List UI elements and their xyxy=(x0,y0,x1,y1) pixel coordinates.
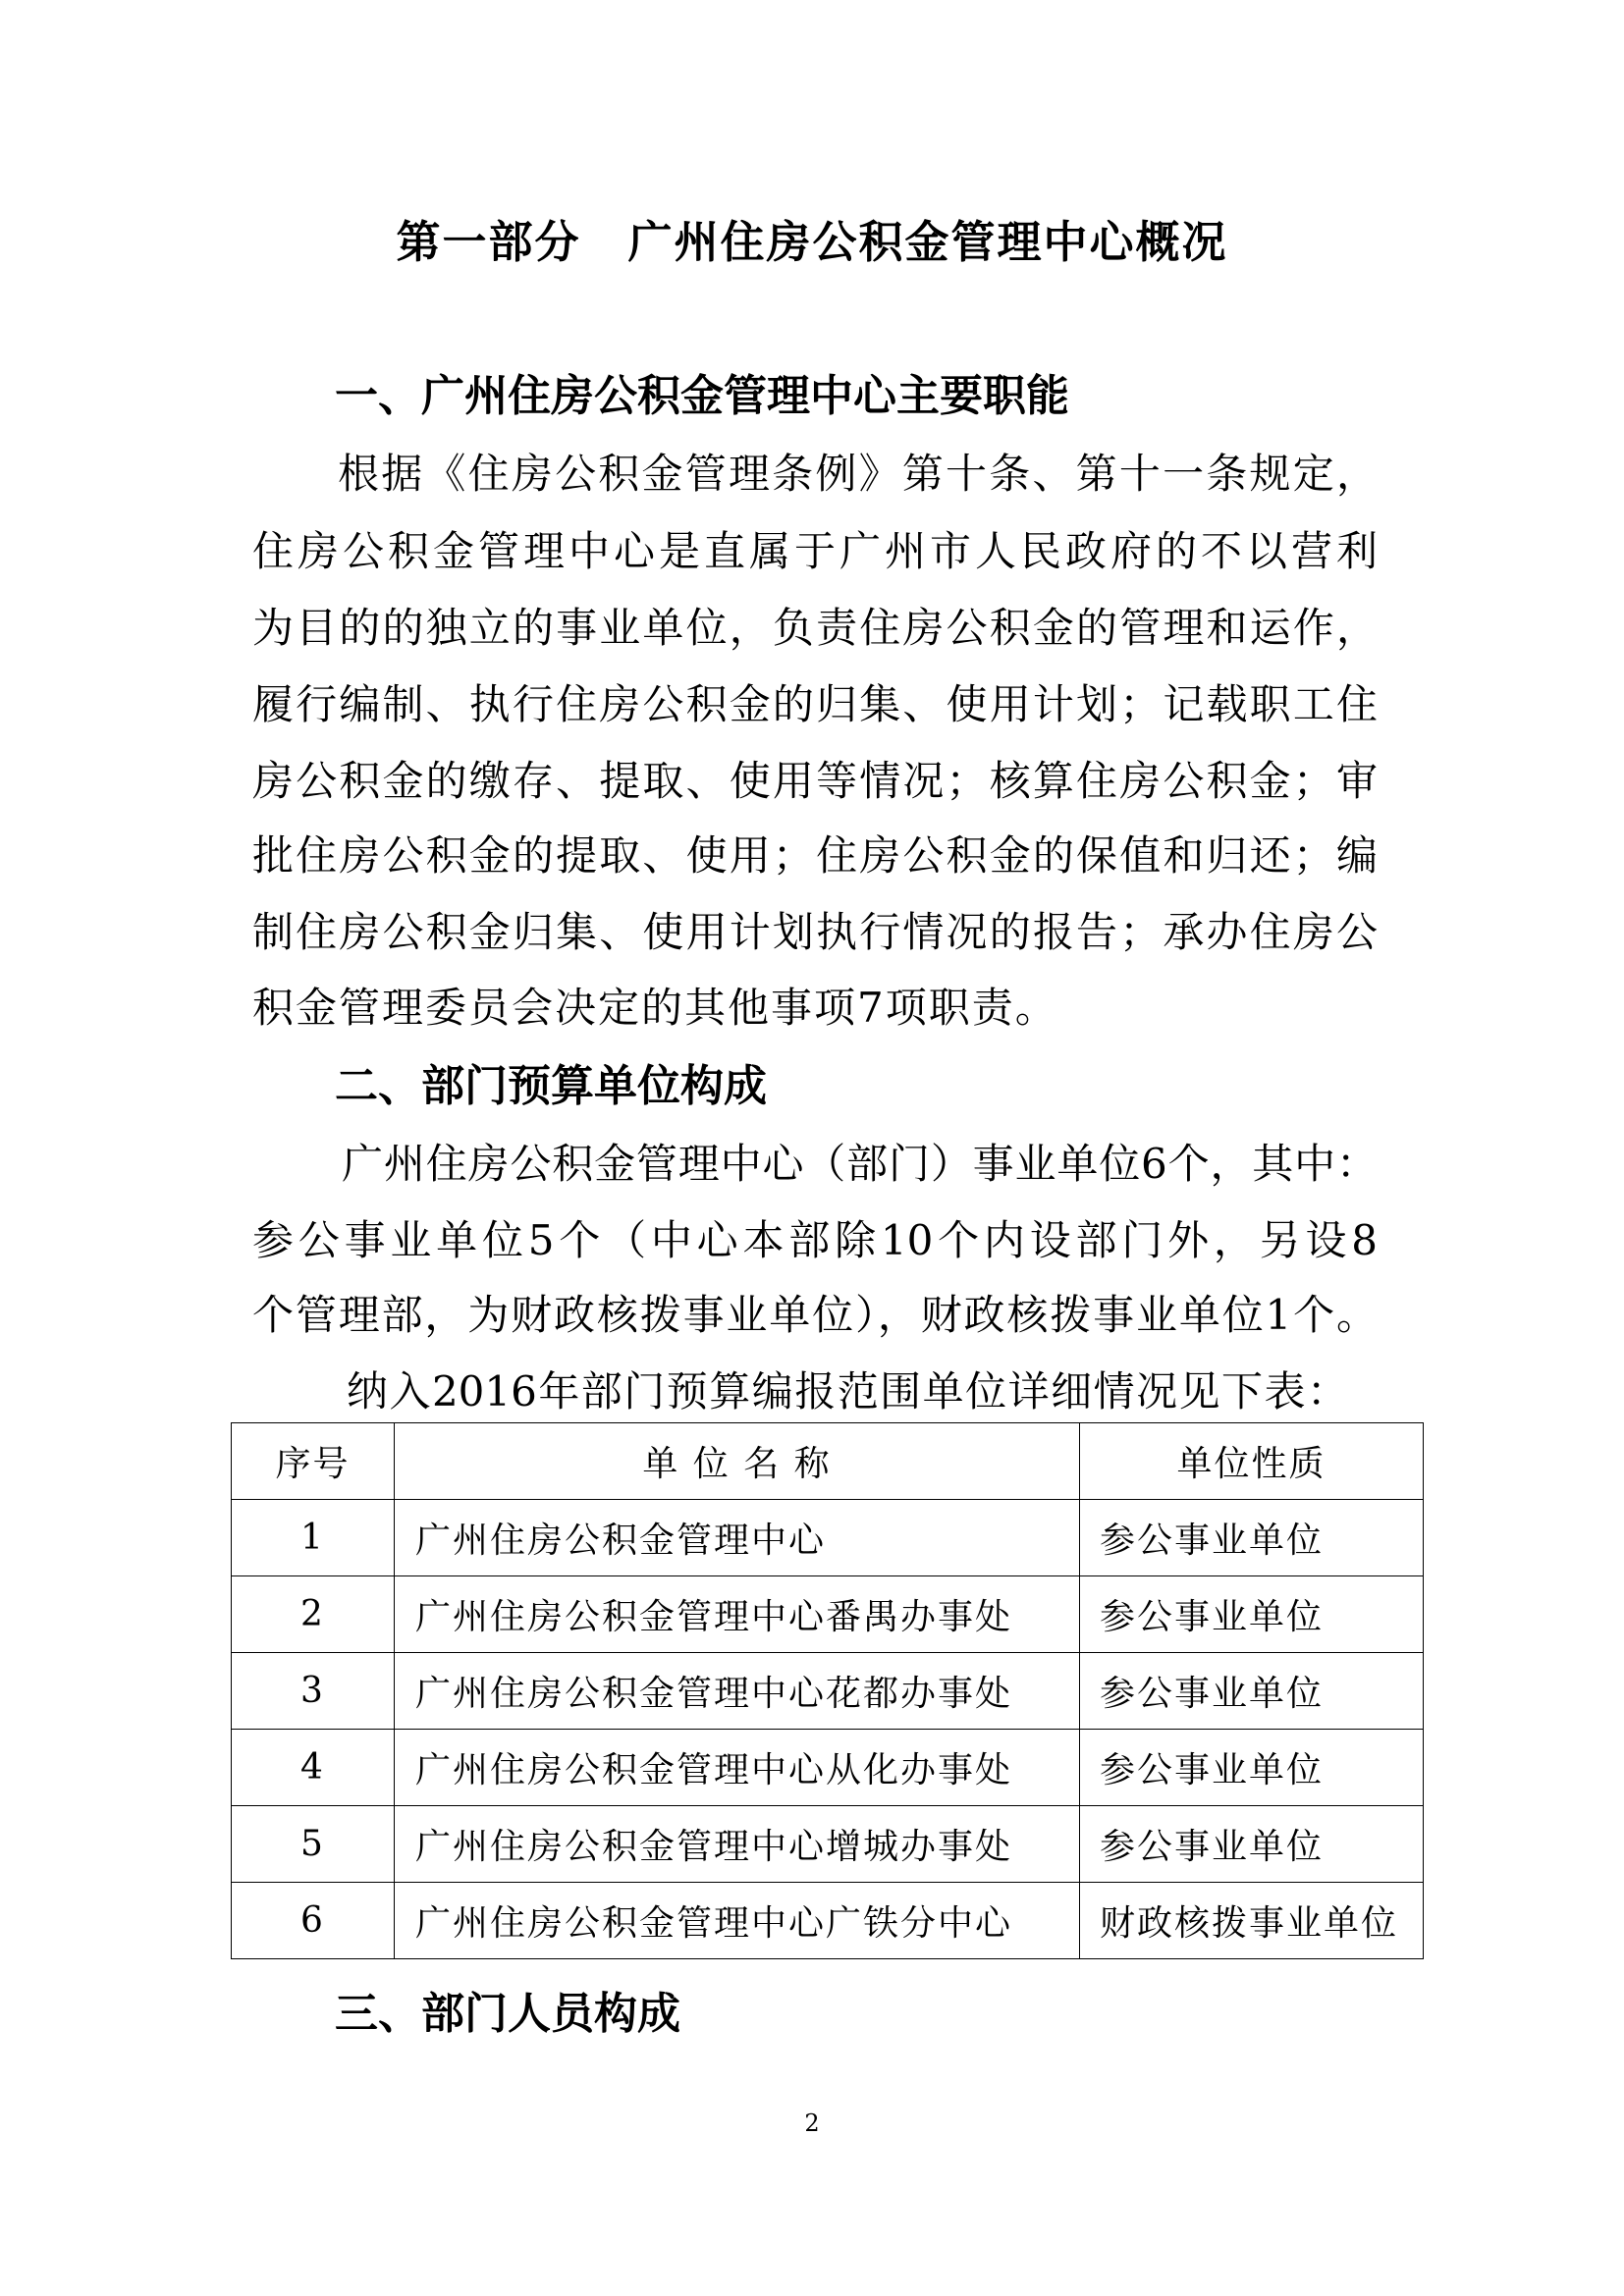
table-cell-unit-type: 参公事业单位 xyxy=(1080,1653,1424,1730)
paragraph-line: 广州住房公积金管理中心（部门）事业单位6个，其中： xyxy=(342,1140,1378,1188)
table-cell-index: 6 xyxy=(232,1883,395,1959)
table-row xyxy=(232,1576,1424,1653)
section-heading: 二、部门预算单位构成 xyxy=(335,1061,767,1111)
table-cell-unit-name: 广州住房公积金管理中心花都办事处 xyxy=(395,1653,1080,1730)
table-header-row xyxy=(232,1423,1424,1500)
paragraph-line: 积金管理委员会决定的其他事项7项职责。 xyxy=(252,984,1058,1032)
table-cell-unit-name: 广州住房公积金管理中心增城办事处 xyxy=(395,1806,1080,1883)
table-cell-unit-type: 参公事业单位 xyxy=(1080,1806,1424,1883)
table-cell-unit-type: 财政核拨事业单位 xyxy=(1080,1883,1424,1959)
table-row xyxy=(232,1653,1424,1730)
table-row xyxy=(232,1806,1424,1883)
table-cell-unit-name: 广州住房公积金管理中心番禺办事处 xyxy=(395,1576,1080,1653)
table-row xyxy=(232,1883,1424,1959)
table-intro: 纳入2016年部门预算编报范围单位详细情况见下表： xyxy=(347,1367,1348,1415)
table-cell-unit-name: 广州住房公积金管理中心 xyxy=(395,1500,1080,1576)
table-cell-index: 5 xyxy=(232,1806,395,1883)
table-row xyxy=(232,1500,1424,1576)
paragraph-line: 住房公积金管理中心是直属于广州市人民政府的不以营利 xyxy=(252,527,1378,575)
page-number: 2 xyxy=(804,2109,820,2137)
table-cell-unit-type: 参公事业单位 xyxy=(1080,1576,1424,1653)
paragraph-line: 为目的的独立的事业单位，负责住房公积金的管理和运作， xyxy=(252,604,1378,652)
table-header-type: 单位性质 xyxy=(1080,1423,1424,1500)
title-text: 广州住房公积金管理中心概况 xyxy=(627,216,1228,268)
table-cell-unit-type: 参公事业单位 xyxy=(1080,1500,1424,1576)
section-heading: 三、部门人员构成 xyxy=(335,1989,680,2039)
part-label: 第一部分 xyxy=(396,216,581,268)
table-header-name: 单 位 名 称 xyxy=(395,1423,1080,1500)
paragraph-line: 房公积金的缴存、提取、使用等情况；核算住房公积金；审 xyxy=(252,757,1378,805)
units-table xyxy=(231,1422,1424,1959)
paragraph-line: 根据《住房公积金管理条例》第十条、第十一条规定， xyxy=(338,450,1378,498)
table-row xyxy=(232,1730,1424,1806)
paragraph-line: 个管理部，为财政核拨事业单位），财政核拨事业单位1个。 xyxy=(252,1291,1378,1339)
paragraph-line: 履行编制、执行住房公积金的归集、使用计划；记载职工住 xyxy=(252,680,1378,728)
document-title xyxy=(0,208,1624,277)
paragraph-line: 批住房公积金的提取、使用；住房公积金的保值和归还；编 xyxy=(252,831,1378,880)
table-cell-index: 3 xyxy=(232,1653,395,1730)
table-cell-unit-name: 广州住房公积金管理中心从化办事处 xyxy=(395,1730,1080,1806)
paragraph-line: 制住房公积金归集、使用计划执行情况的报告；承办住房公 xyxy=(252,908,1378,956)
table-cell-unit-name: 广州住房公积金管理中心广铁分中心 xyxy=(395,1883,1080,1959)
table-header-index: 序号 xyxy=(232,1423,395,1500)
table-cell-index: 1 xyxy=(232,1500,395,1576)
paragraph-line: 参公事业单位5个（中心本部除10个内设部门外，另设8 xyxy=(252,1216,1378,1264)
section-heading: 一、广州住房公积金管理中心主要职能 xyxy=(335,371,1069,421)
table-cell-unit-type: 参公事业单位 xyxy=(1080,1730,1424,1806)
table-cell-index: 2 xyxy=(232,1576,395,1653)
table-cell-index: 4 xyxy=(232,1730,395,1806)
